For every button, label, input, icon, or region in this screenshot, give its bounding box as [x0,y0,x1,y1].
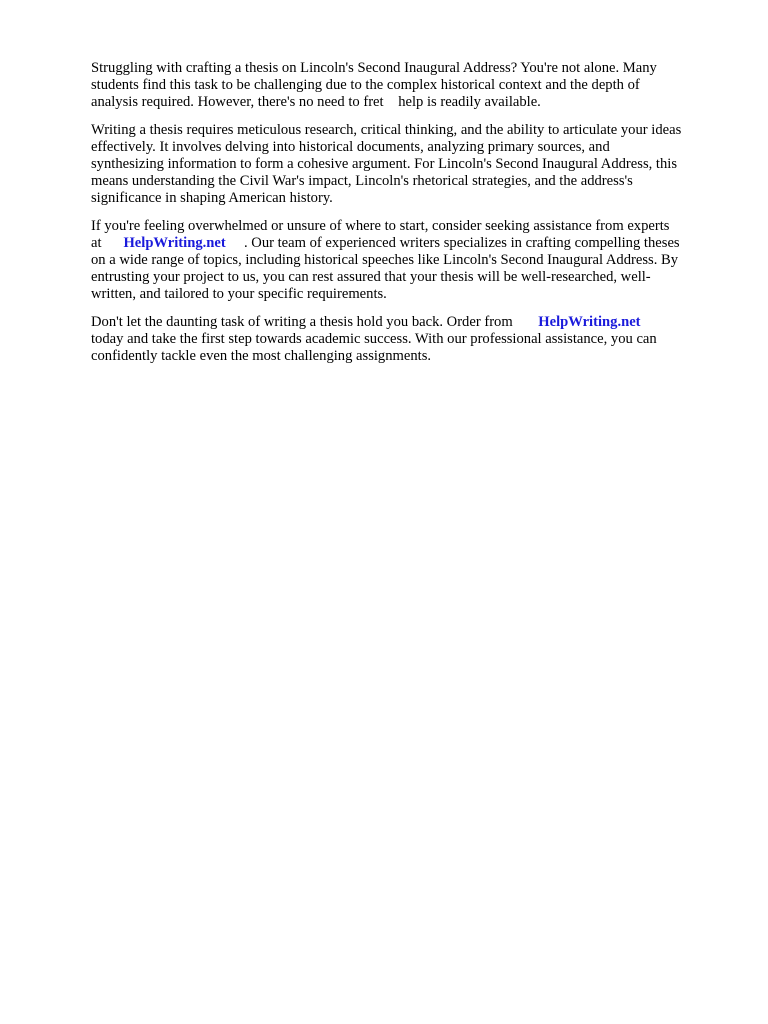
paragraph-text-after-link: . Our team of experienced writers specializes in crafting compelling theses on a wide range of topics, including historical speeches like Lincoln's Second Inaugural Address. By entrusting your project to us, you can rest assured that your thesis will be well-researched, well- written, and tailored to your specific requirements. [91,234,680,303]
helpwriting-link[interactable]: HelpWriting.net [123,234,226,251]
paragraph-intro: Struggling with crafting a thesis on Lincoln's Second Inaugural Address? You're not alone. Many students find this task to be challenging due to the complex historical context and the depth of analysis required. However, there's no need to fret help is readily available. [91,60,657,111]
helpwriting-order-link[interactable]: HelpWriting.net [538,313,641,330]
paragraph-seek-assistance [91,218,731,304]
paragraph-text-before-link: Don't let the daunting task of writing a thesis hold you back. Order from [91,313,539,330]
document-page [91,60,731,375]
paragraph-text-after-link: today and take the first step towards academic success. With our professional assistance, you can confidently tackle even the most challenging assignments. [91,330,657,365]
paragraph-text-before-link: If you're feeling overwhelmed or unsure of where to start, consider seeking assistance from experts at [91,217,670,251]
paragraph-writing-thesis: Writing a thesis requires meticulous research, critical thinking, and the ability to articulate your ideas effectively. It involves delving into historical documents, analyzing primary sources, and synthesizing information to form a cohesive argument. For Lincoln's Second Inaugural Address, this means understanding the Civil War's impact, Lincoln's rhetorical strategies, and the address's significance in shaping American history. [91,121,682,207]
paragraph-order-cta [91,314,731,366]
